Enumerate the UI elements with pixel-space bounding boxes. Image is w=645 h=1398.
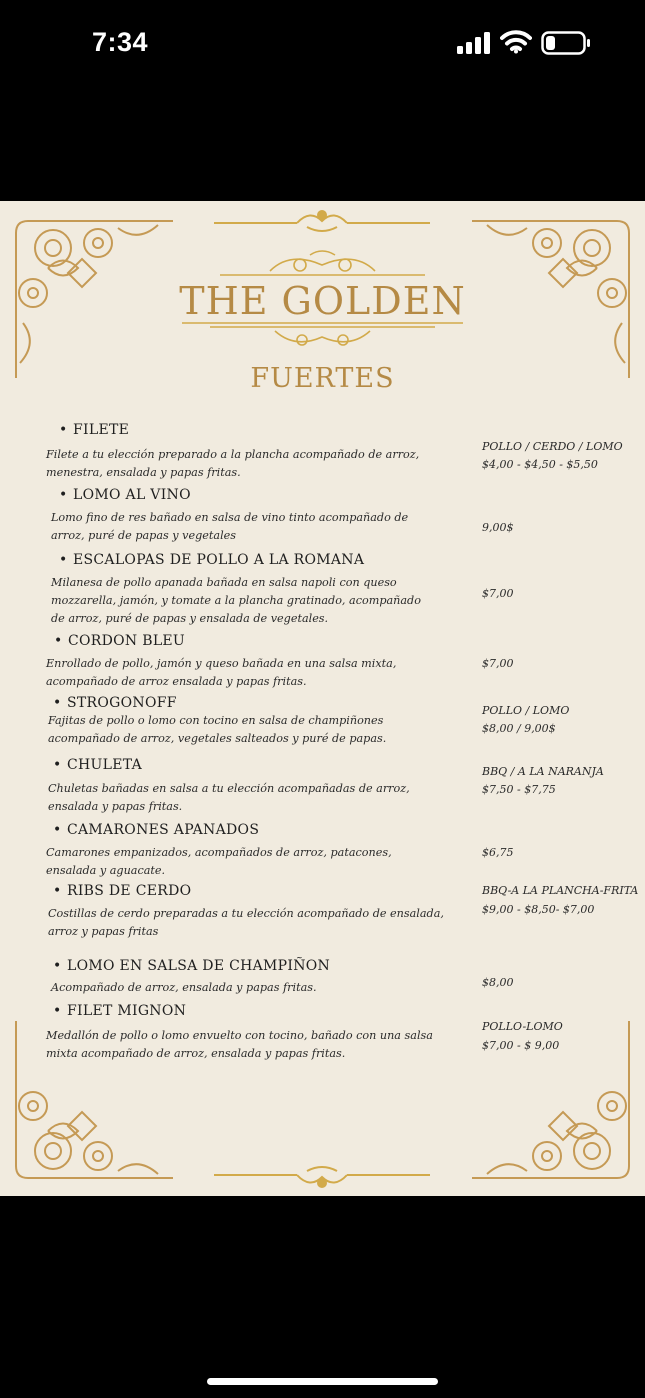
menu-item-name: • STROGONOFF [67,695,177,711]
menu-item-price: $7,00 [482,657,514,670]
menu-item-description: Filete a tu elección preparado a la plancha acompañado de arroz, menestra, ensalada y papas fritas. [46,448,420,479]
status-time: 7:34 [92,27,149,57]
menu-item-name: • LOMO AL VINO [73,487,191,503]
menu-item-options: BBQ / A LA NARANJA [482,765,604,778]
menu-item-price: $9,00 - $8,50- $7,00 [482,903,595,916]
menu-item-description: Chuletas bañadas en salsa a tu elección acompañadas de arroz, ensalada y papas fritas. [48,782,410,813]
menu-item-options: POLLO-LOMO [482,1020,563,1033]
battery-icon [541,31,591,55]
menu-item-name: • ESCALOPAS DE POLLO A LA ROMANA [73,552,364,568]
menu-item-name: • CORDON BLEU [68,633,185,649]
signal-icon [457,32,493,54]
wifi-icon [500,30,532,54]
menu-item-price: $6,75 [482,846,514,859]
menu-item-price: $4,00 - $4,50 - $5,50 [482,458,598,471]
menu-item-price: $7,50 - $7,75 [482,783,556,796]
menu-item-description: Costillas de cerdo preparadas a tu elección acompañado de ensalada, arroz y papas fritas [48,907,444,938]
menu-item-price: $7,00 - $ 9,00 [482,1039,560,1052]
menu-item-description: Medallón de pollo o lomo envuelto con tocino, bañado con una salsa mixta acompañado de arroz, ensalada y papas fritas. [46,1029,433,1060]
menu-item-name: • CAMARONES APANADOS [67,822,259,838]
menu-item-price: $8,00 / 9,00$ [482,722,556,735]
menu-image[interactable] [0,201,645,1196]
divider-flourish-icon [212,1161,432,1193]
menu-item-description: Camarones empanizados, acompañados de arroz, patacones, ensalada y aguacate. [46,846,392,877]
menu-item-name: • CHULETA [67,757,142,773]
menu-item-description: Fajitas de pollo o lomo con tocino en salsa de champiñones acompañado de arroz, vegetales salteados y puré de papas. [48,714,387,745]
menu-item-options: POLLO / CERDO / LOMO [482,440,623,453]
menu-item-options: POLLO / LOMO [482,704,570,717]
menu-item-name: • LOMO EN SALSA DE CHAMPIÑON [67,958,330,974]
status-bar [0,0,645,90]
menu-item-price: 9,00$ [482,521,514,534]
menu-item-description: Acompañado de arroz, ensalada y papas fritas. [51,981,317,994]
menu-item-name: • FILETE [73,422,129,438]
menu-item-price: $8,00 [482,976,514,989]
home-indicator[interactable] [207,1378,438,1385]
menu-item-name: • FILET MIGNON [67,1003,186,1019]
restaurant-title: THE GOLDEN [179,279,466,323]
divider-flourish-icon [212,205,432,237]
menu-item-description: Milanesa de pollo apanada bañada en salsa napoli con queso mozzarella, jamón, y tomate a la plancha gratinado, acompañado de arroz, puré de papas y ensalada de vegetales. [51,576,421,625]
menu-item-name: • RIBS DE CERDO [67,883,191,899]
menu-item-price: $7,00 [482,587,514,600]
menu-item-description: Enrollado de pollo, jamón y queso bañada en una salsa mixta, acompañado de arroz ensalada y papas fritas. [46,657,397,688]
section-title: FUERTES [250,363,395,394]
menu-item-options: BBQ-A LA PLANCHA-FRITA [482,884,639,897]
menu-item-description: Lomo fino de res bañado en salsa de vino tinto acompañado de arroz, puré de papas y vegetales [51,511,409,542]
